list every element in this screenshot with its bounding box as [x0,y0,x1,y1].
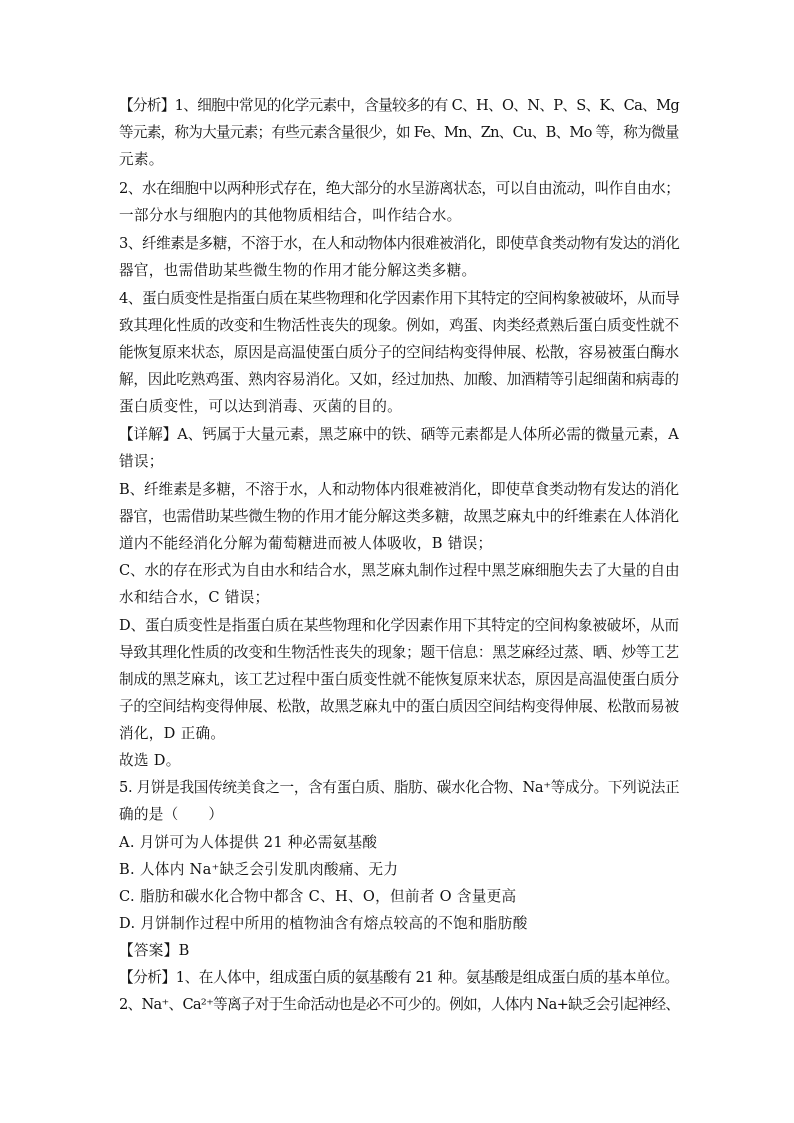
text-line: 解，因此吃熟鸡蛋、熟肉容易消化。又如，经过加热、加酸、加酒精等引起细菌和病毒的 [119,371,679,388]
text-line: 【分析】1、在人体中，组成蛋白质的氨基酸有 21 种。氨基酸是组成蛋白质的基本单位。 [119,969,679,986]
text-line: 器官，也需借助某些微生物的作用才能分解这类多糖。 [119,262,477,279]
question-stem: 确的是（ ） [119,806,224,823]
text-line: 【分析】1、细胞中常见的化学元素中，含量较多的有 C、H、O、N、P、S、K、Ca、Mg [119,97,680,114]
text-line: 3、纤维素是多糖，不溶于水，在人和动物体内很难被消化，即使草食类动物有发达的消化 [119,235,680,252]
text-line: 4、蛋白质变性是指蛋白质在某些物理和化学因素作用下其特定的空间构象被破坏，从而导 [119,290,680,307]
text-line: D、蛋白质变性是指蛋白质在某些物理和化学因素作用下其特定的空间构象被破坏，从而 [119,617,679,634]
text-line: 器官，也需借助某些微生物的作用才能分解这类多糖，故黑芝麻丸中的纤维素在人体消化 [119,508,679,525]
answer-line: 【答案】B [119,942,190,959]
text-line: 【详解】A、钙属于大量元素，黑芝麻中的铁、硒等元素都是人体所必需的微量元素，A [119,426,679,443]
text-line: 蛋白质变性，可以达到消毒、灭菌的目的。 [119,398,402,415]
text-line: 等元素，称为大量元素；有些元素含量很少，如 Fe、Mn、Zn、Cu、B、Mo 等，称为微量 [119,124,679,141]
text-line: B、纤维素是多糖，不溶于水，人和动物体内很难被消化，即使草食类动物有发达的消化 [119,481,679,498]
text-line: 元素。 [119,151,164,168]
text-line: 故选 D。 [119,752,181,769]
text-line: 错误； [119,453,164,470]
option-c: C. 脂肪和碳水化合物中都含 C、H、O，但前者 O 含量更高 [119,888,517,905]
question-stem: 5. 月饼是我国传统美食之一，含有蛋白质、脂肪、碳水化合物、Na⁺等成分。下列说法正 [119,779,680,796]
text-line: 2、Na⁺、Ca²⁺等离子对于生命活动也是必不可少的。例如，人体内 Na+缺乏会引起神经、 [119,996,680,1013]
text-line: 导致其理化性质的改变和生物活性丧失的现象；题干信息：黑芝麻经过蒸、晒、炒等工艺 [119,644,679,661]
option-a: A. 月饼可为人体提供 21 种必需氨基酸 [119,834,378,851]
text-line: 道内不能经消化分解为葡萄糖进而被人体吸收，B 错误； [119,535,493,552]
text-line: 水和结合水，C 错误； [119,589,270,606]
text-line: 一部分水与细胞内的其他物质相结合，叫作结合水。 [119,207,462,224]
text-line: 消化，D 正确。 [119,725,226,742]
option-d: D. 月饼制作过程中所用的植物油含有熔点较高的不饱和脂肪酸 [119,915,528,932]
text-line: 能恢复原来状态，原因是高温使蛋白质分子的空间结构变得伸展、松散，容易被蛋白酶水 [119,344,679,361]
text-line: 制成的黑芝麻丸，该工艺过程中蛋白质变性就不能恢复原来状态，原因是高温使蛋白质分 [119,671,679,688]
text-line: 子的空间结构变得伸展、松散，故黑芝麻丸中的蛋白质因空间结构变得伸展、松散而易被 [119,698,679,715]
option-b: B. 人体内 Na⁺缺乏会引发肌肉酸痛、无力 [119,861,399,878]
text-line: 致其理化性质的改变和生物活性丧失的现象。例如，鸡蛋、肉类经煮熟后蛋白质变性就不 [119,317,679,334]
text-line: 2、水在细胞中以两种形式存在，绝大部分的水呈游离状态，可以自由流动，叫作自由水； [119,180,680,197]
text-line: C、水的存在形式为自由水和结合水，黑芝麻丸制作过程中黑芝麻细胞失去了大量的自由 [119,562,680,579]
